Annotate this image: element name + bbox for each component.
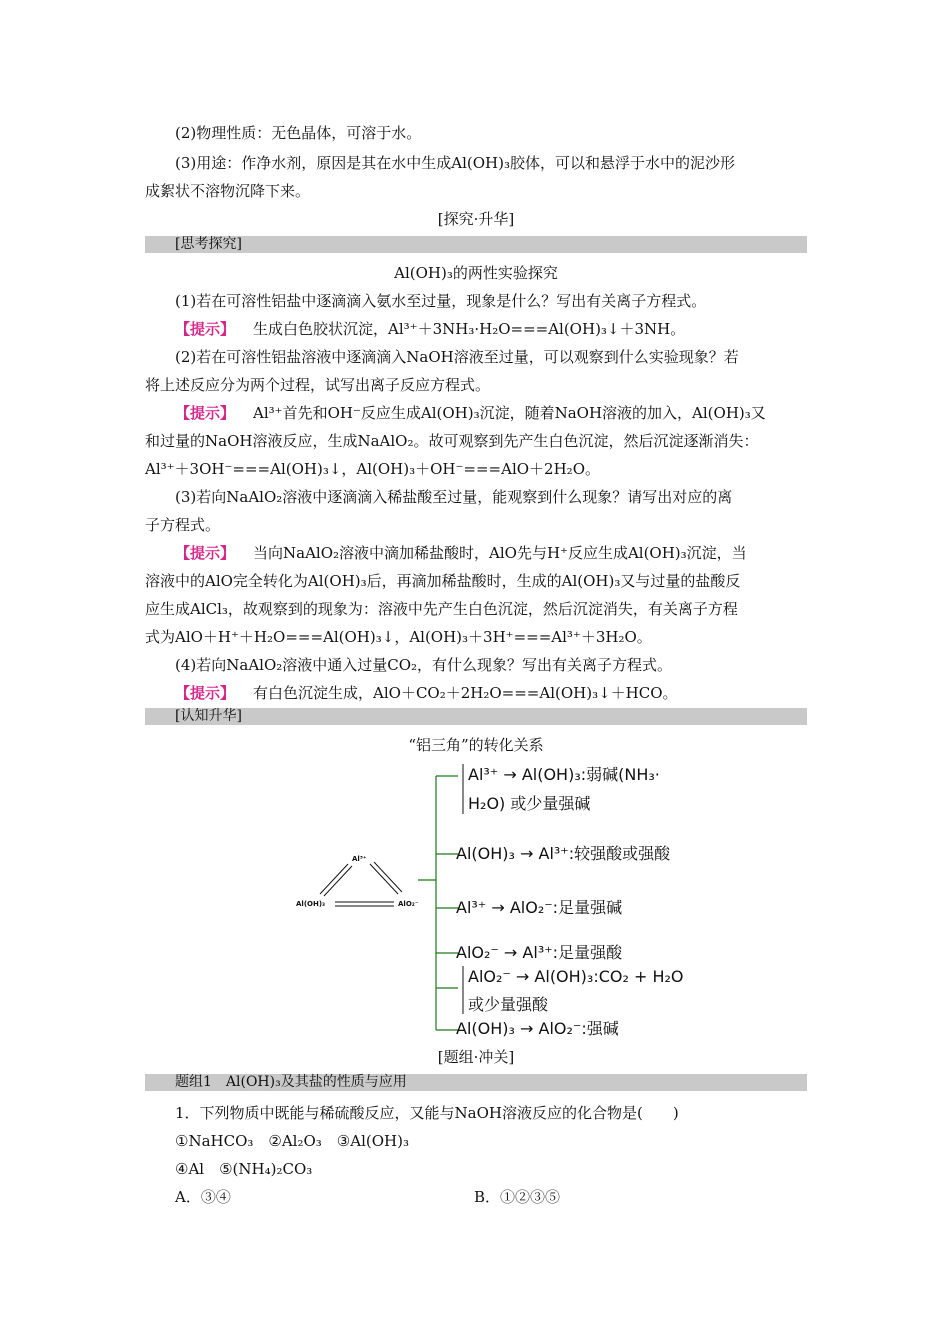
triangle-node-aloh3: Al(OH)₃ [296, 900, 326, 908]
section-bar-think: [思考探究] [145, 236, 807, 253]
answer-2-line2: 和过量的NaOH溶液反应，生成NaAlO₂。故可观察到先产生白色沉淀，然后沉淀逐渐消失： [145, 432, 759, 450]
branch-5-line2: 或少量强酸 [468, 995, 549, 1014]
section-heading-group: [题组·冲关] [437, 1048, 515, 1066]
question-3-line1: (3)若向NaAlO₂溶液中逐滴滴入稀盐酸至过量，能观察到什么现象？请写出对应的离 [175, 488, 733, 506]
paragraph-use-line1: (3)用途：作净水剂，原因是其在水中生成Al(OH)₃胶体，可以和悬浮于水中的泥沙形 [175, 154, 735, 172]
branch-2: Al(OH)₃ → Al³⁺:较强酸或强酸 [456, 844, 671, 863]
experiment-title: Al(OH)₃的两性实验探究 [394, 264, 558, 282]
exercise-options-line2: ④Al ⑤(NH₄)₂CO₃ [175, 1160, 313, 1178]
choice-b[interactable]: B．①②③⑤ [474, 1188, 561, 1206]
branch-5-line1: AlO₂⁻ → Al(OH)₃:CO₂ + H₂O [468, 967, 684, 986]
triangle-node-alo2: AlO₂⁻ [398, 900, 419, 908]
answer-3-line2: 溶液中的AlO完全转化为Al(OH)₃后，再滴加稀盐酸时，生成的Al(OH)₃又与过量的盐酸反 [145, 572, 741, 590]
paragraph-use-line2: 成絮状不溶物沉降下来。 [145, 182, 311, 200]
answer-4: 【提示】 有白色沉淀生成，AlO＋CO₂＋2H₂O===Al(OH)₃↓＋HCO。 [175, 684, 678, 702]
answer-3-line3: 应生成AlCl₃，故观察到的现象为：溶液中先产生白色沉淀，然后沉淀消失，有关离子方程 [145, 600, 738, 618]
answer-2-line1: 【提示】 Al³⁺首先和OH⁻反应生成Al(OH)₃沉淀，随着NaOH溶液的加入，Al(OH)₃又 [175, 404, 766, 422]
answer-1: 【提示】 生成白色胶状沉淀，Al³⁺＋3NH₃·H₂O===Al(OH)₃↓＋3NH。 [175, 320, 686, 338]
answer-3-line4: 式为AlO＋H⁺＋H₂O===Al(OH)₃↓，Al(OH)₃＋3H⁺===Al³⁺＋3H₂O。 [145, 628, 652, 646]
answer-2-line3: Al³⁺＋3OH⁻===Al(OH)₃↓，Al(OH)₃＋OH⁻===AlO＋2H₂O。 [145, 460, 600, 478]
exercise-question-1: 1．下列物质中既能与稀硫酸反应，又能与NaOH溶液反应的化合物是( ) [175, 1104, 679, 1122]
question-1: (1)若在可溶性铝盐中逐滴滴入氨水至过量，现象是什么？写出有关离子方程式。 [175, 292, 707, 310]
question-4: (4)若向NaAlO₂溶液中通入过量CO₂，有什么现象？写出有关离子方程式。 [175, 656, 673, 674]
tip-label: 【提示】 [175, 544, 236, 562]
branch-3: Al³⁺ → AlO₂⁻:足量强碱 [456, 898, 623, 917]
section-bar-cognition: [认知升华] [145, 708, 807, 725]
question-3-line2: 子方程式。 [145, 516, 221, 534]
branch-1-line2: H₂O) 或少量强碱 [468, 794, 591, 813]
branch-4: AlO₂⁻ → Al³⁺:足量强酸 [456, 943, 623, 962]
branch-6: Al(OH)₃ → AlO₂⁻:强碱 [456, 1019, 619, 1038]
section-heading-explore: [探究·升华] [437, 210, 515, 228]
tip-label: 【提示】 [175, 320, 236, 338]
aluminum-triangle-diagram [290, 758, 730, 1048]
question-2-line1: (2)若在可溶性铝盐溶液中逐滴滴入NaOH溶液至过量，可以观察到什么实验现象？若 [175, 348, 739, 366]
question-2-line2: 将上述反应分为两个过程，试写出离子反应方程式。 [145, 376, 491, 394]
choice-a[interactable]: A．③④ [175, 1188, 231, 1206]
exercise-options-line1: ①NaHCO₃ ②Al₂O₃ ③Al(OH)₃ [175, 1132, 409, 1150]
branch-brace [418, 776, 458, 1030]
paragraph-physical-properties: (2)物理性质：无色晶体，可溶于水。 [175, 124, 422, 142]
triangle-node-al3: Al³⁺ [352, 855, 367, 863]
triangle-arrows [320, 862, 402, 906]
aluminum-triangle-title: “铝三角”的转化关系 [408, 736, 544, 754]
tip-label: 【提示】 [175, 404, 236, 422]
branch-1-line1: Al³⁺ → Al(OH)₃:弱碱(NH₃· [468, 765, 660, 784]
tip-label: 【提示】 [175, 684, 236, 702]
answer-3-line1: 【提示】 当向NaAlO₂溶液中滴加稀盐酸时，AlO先与H⁺反应生成Al(OH)₃沉淀，当 [175, 544, 747, 562]
section-bar-group1: 题组1 Al(OH)₃及其盐的性质与应用 [145, 1074, 807, 1091]
